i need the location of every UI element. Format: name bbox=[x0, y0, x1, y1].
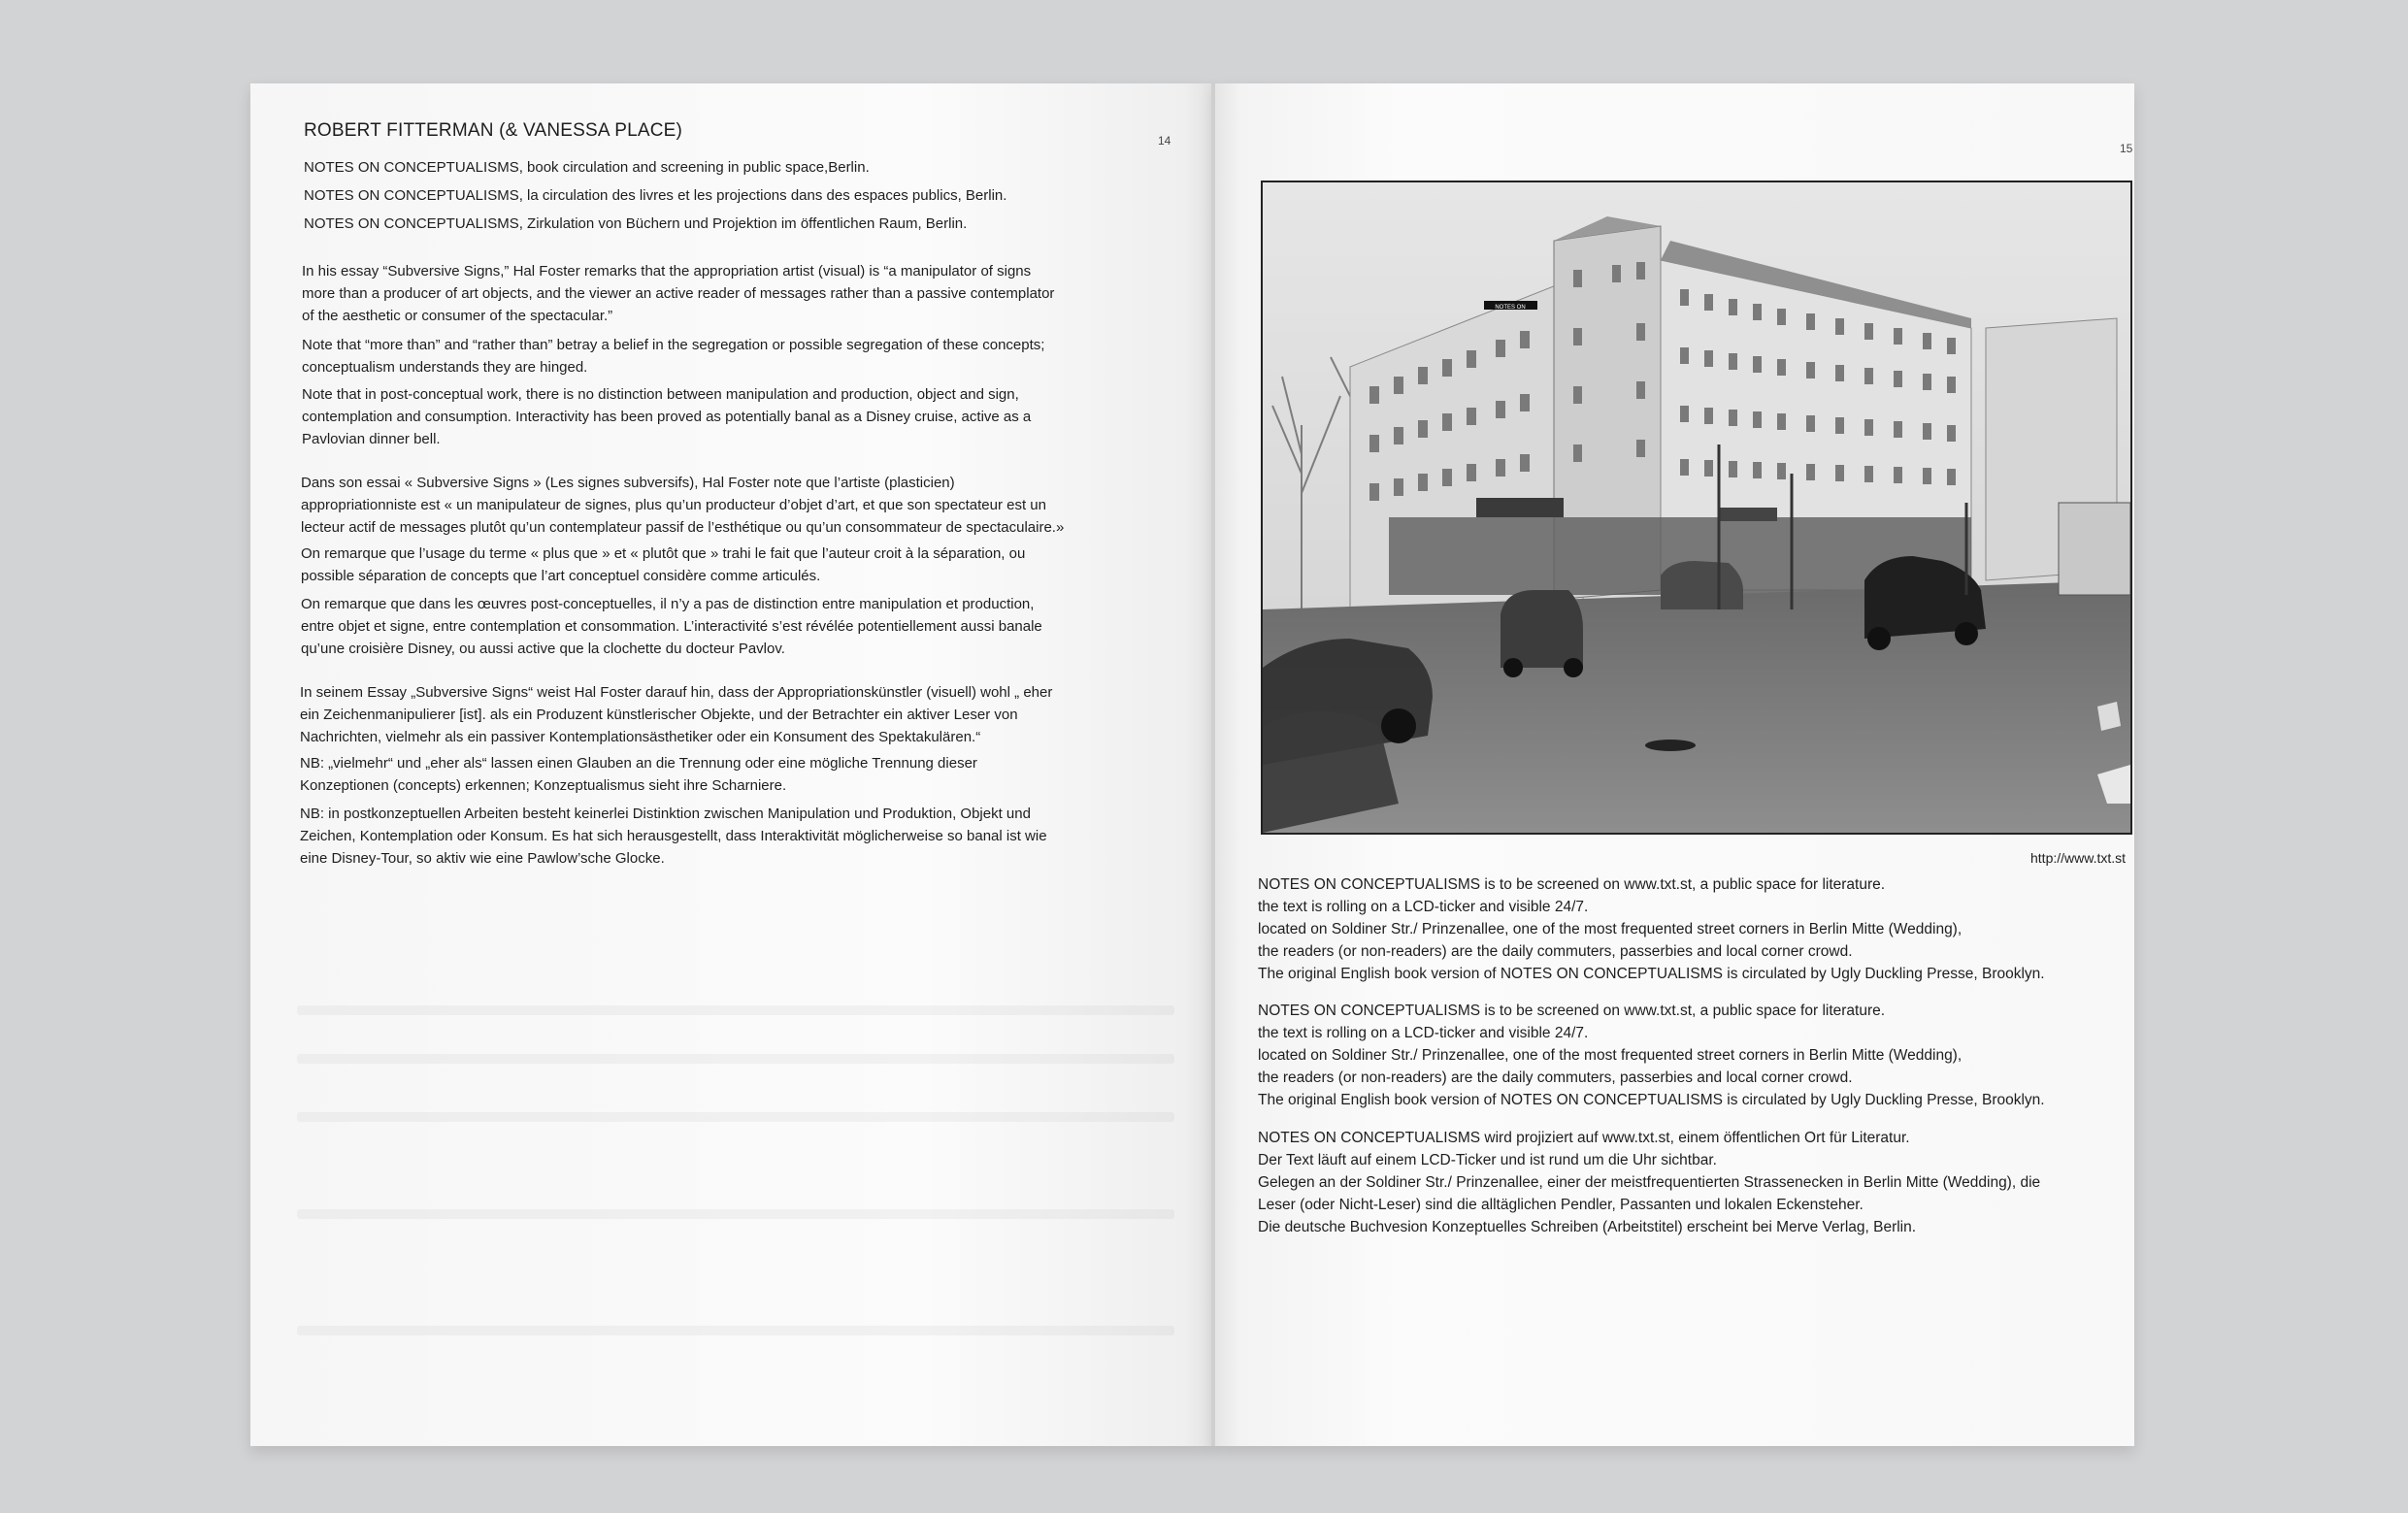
text-line: Leser (oder Nicht-Leser) sind die alltäglichen Pendler, Passanten und lokalen Eckensteher. bbox=[1258, 1197, 1864, 1213]
text-line: located on Soldiner Str./ Prinzenallee, one of the most frequented street corners in Berlin Mitte (Wedding), bbox=[1258, 921, 1963, 937]
title-line-de: NOTES ON CONCEPTUALISMS, Zirkulation von Büchern und Projektion im öffentlichen Raum, Berlin. bbox=[304, 215, 968, 232]
text-line: Dans son essai « Subversive Signs » (Les signes subversifs), Hal Foster note que l’artiste (plasticien) bbox=[301, 475, 955, 491]
text-line: On remarque que l’usage du terme « plus que » et « plutôt que » trahi le fait que l’auteur croit à la séparation, ou bbox=[301, 545, 1026, 562]
text-line: the text is rolling on a LCD-ticker and visible 24/7. bbox=[1258, 1025, 1589, 1041]
lcd-sign-text: NOTES ON bbox=[1495, 305, 1526, 311]
text-line: conceptualism understands they are hinged. bbox=[302, 359, 588, 376]
text-line: eine Disney-Tour, so aktiv wie eine Pawlow’sche Glocke. bbox=[300, 850, 665, 867]
photo-illustration bbox=[1263, 182, 2130, 833]
text-line: ein Zeichenmanipulierer [ist]. als ein Produzent künstlerischer Objekte, und der Betrachter ein aktiver Leser von bbox=[300, 707, 1018, 723]
text-line: NB: in postkonzeptuellen Arbeiten besteht keinerlei Distinktion zwischen Manipulation und Produktion, Objekt und bbox=[300, 806, 1031, 822]
text-line: entre objet et signe, entre contemplation et consommation. L’interactivité s’est révélée potentiellement aussi banale bbox=[301, 618, 1042, 635]
text-line: NB: „vielmehr“ und „eher als“ lassen einen Glauben an die Trennung oder eine mögliche Trennung dieser bbox=[300, 755, 977, 772]
text-line: possible séparation de concepts que l’art conceptuel considère comme articulés. bbox=[301, 568, 821, 584]
text-line: located on Soldiner Str./ Prinzenallee, one of the most frequented street corners in Berlin Mitte (Wedding), bbox=[1258, 1047, 1963, 1064]
text-line: lecteur actif de messages plutôt qu’un contemplateur passif de l’esthétique ou qu’un consommateur de spectaculaire.» bbox=[301, 519, 1065, 536]
text-line: NOTES ON CONCEPTUALISMS wird projiziert auf www.txt.st, einem öffentlichen Ort für Literatur. bbox=[1258, 1130, 1910, 1146]
text-line: the readers (or non-readers) are the daily commuters, passerbies and local corner crowd. bbox=[1258, 943, 1853, 960]
text-line: Konzeptionen (concepts) erkennen; Konzeptualismus sieht ihre Scharniere. bbox=[300, 777, 787, 794]
text-line: NOTES ON CONCEPTUALISMS is to be screened on www.txt.st, a public space for literature. bbox=[1258, 876, 1886, 893]
street-corner-photo bbox=[1261, 181, 2132, 835]
text-line: On remarque que dans les œuvres post-conceptuelles, il n’y a pas de distinction entre manipulation et production, bbox=[301, 596, 1035, 612]
text-line: Pavlovian dinner bell. bbox=[302, 431, 441, 447]
text-line: Die deutsche Buchvesion Konzeptuelles Schreiben (Arbeitstitel) erscheint bei Merve Verlag, Berlin. bbox=[1258, 1219, 1917, 1235]
title-line-en: NOTES ON CONCEPTUALISMS, book circulation and screening in public space,Berlin. bbox=[304, 159, 870, 176]
text-line: The original English book version of NOTES ON CONCEPTUALISMS is circulated by Ugly Duckling Presse, Brooklyn. bbox=[1258, 1092, 2045, 1108]
text-line: Note that “more than” and “rather than” betray a belief in the segregation or possible segregation of these concepts; bbox=[302, 337, 1045, 353]
page-number-left: 14 bbox=[1158, 134, 1171, 148]
text-line: the text is rolling on a LCD-ticker and visible 24/7. bbox=[1258, 899, 1589, 915]
info-block-en-2 bbox=[1258, 1000, 2045, 1111]
text-line: NOTES ON CONCEPTUALISMS is to be screened on www.txt.st, a public space for literature. bbox=[1258, 1003, 1886, 1019]
info-block-de bbox=[1258, 1127, 2040, 1238]
text-line: qu’une croisière Disney, ou aussi active que la clochette du docteur Pavlov. bbox=[301, 641, 785, 657]
text-line: Der Text läuft auf einem LCD-Ticker und ist rund um die Uhr sichtbar. bbox=[1258, 1152, 1717, 1168]
text-line: Gelegen an der Soldiner Str./ Prinzenallee, einer der meistfrequentierten Strassenecken in Berlin Mitte (Wedding), die bbox=[1258, 1174, 2041, 1191]
page-number-right: 15 bbox=[2120, 142, 2133, 155]
text-line: In seinem Essay „Subversive Signs“ weist Hal Foster darauf hin, dass der Appropriationskünstler (visuell) wohl „ eher bbox=[300, 684, 1053, 701]
text-line: The original English book version of NOTES ON CONCEPTUALISMS is circulated by Ugly Duckling Presse, Brooklyn. bbox=[1258, 966, 2045, 982]
text-line: the readers (or non-readers) are the daily commuters, passerbies and local corner crowd. bbox=[1258, 1069, 1853, 1086]
text-line: contemplation and consumption. Interactivity has been proved as potentially banal as a Disney cruise, active as a bbox=[302, 409, 1032, 425]
title-line-fr: NOTES ON CONCEPTUALISMS, la circulation des livres et les projections dans des espaces publics, Berlin. bbox=[304, 187, 1007, 204]
text-line: Note that in post-conceptual work, there is no distinction between manipulation and production, object and sign, bbox=[302, 386, 1019, 403]
author-heading: ROBERT FITTERMAN (& VANESSA PLACE) bbox=[304, 120, 683, 141]
text-line: appropriationniste est « un manipulateur de signes, plus qu’un producteur d’objet d’art, et que son spectateur est un bbox=[301, 497, 1046, 513]
text-line: Nachrichten, vielmehr als ein passiver Kontemplationsästhetiker oder ein Konsument des Spektakulären.“ bbox=[300, 729, 981, 745]
photo-caption-url: http://www.txt.st bbox=[2030, 850, 2127, 866]
text-line: In his essay “Subversive Signs,” Hal Foster remarks that the appropriation artist (visual) is “a manipulator of signs bbox=[302, 263, 1032, 280]
text-line: of the aesthetic or consumer of the spectacular.” bbox=[302, 308, 613, 324]
text-line: more than a producer of art objects, and the viewer an active reader of messages rather than a passive contemplator bbox=[302, 285, 1055, 302]
info-block-en-1 bbox=[1258, 873, 2045, 985]
text-line: Zeichen, Kontemplation oder Konsum. Es hat sich herausgestellt, dass Interaktivität möglicherweise so banal ist wie bbox=[300, 828, 1047, 844]
spine-gutter bbox=[1211, 83, 1215, 1446]
